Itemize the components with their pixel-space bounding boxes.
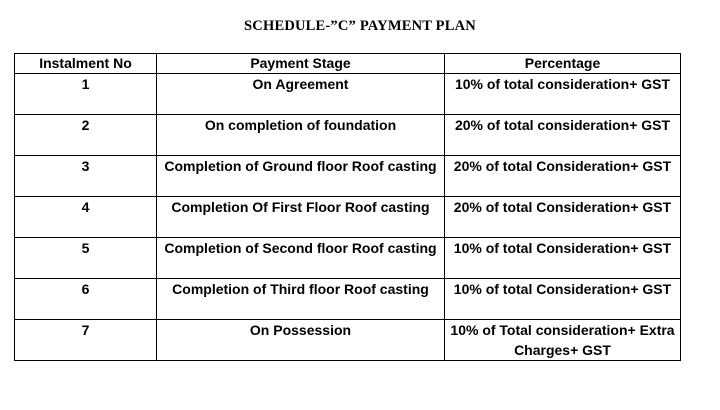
table-row: [15, 320, 681, 361]
header-percentage: Percentage: [445, 54, 681, 74]
table-row: [15, 115, 681, 156]
payment-stage-cell: Completion of Third floor Roof casting: [157, 279, 445, 320]
table-row: [15, 197, 681, 238]
payment-stage-cell: On Possession: [157, 320, 445, 361]
payment-stage-cell: On Agreement: [157, 74, 445, 115]
payment-stage-cell: Completion of Second floor Roof casting: [157, 238, 445, 279]
payment-stage-cell: Completion Of First Floor Roof casting: [157, 197, 445, 238]
payment-plan-table: [14, 53, 681, 361]
percentage-cell: 20% of total Consideration+ GST: [445, 197, 681, 238]
table-header-row: [15, 54, 681, 74]
percentage-cell: 10% of total consideration+ GST: [445, 74, 681, 115]
instalment-no-cell: 3: [15, 156, 157, 197]
payment-stage-cell: Completion of Ground floor Roof casting: [157, 156, 445, 197]
instalment-no-cell: 2: [15, 115, 157, 156]
document-title: SCHEDULE-”C” PAYMENT PLAN: [244, 18, 476, 34]
table-row: [15, 156, 681, 197]
table-row: [15, 279, 681, 320]
instalment-no-cell: 6: [15, 279, 157, 320]
instalment-no-cell: 1: [15, 74, 157, 115]
percentage-cell: 20% of total Consideration+ GST: [445, 156, 681, 197]
instalment-no-cell: 7: [15, 320, 157, 361]
instalment-no-cell: 4: [15, 197, 157, 238]
percentage-cell: 10% of total Consideration+ GST: [445, 279, 681, 320]
payment-stage-cell: On completion of foundation: [157, 115, 445, 156]
header-payment-stage: Payment Stage: [157, 54, 445, 74]
percentage-cell: 10% of Total consideration+ Extra Charges+ GST: [445, 320, 681, 361]
percentage-cell: 10% of total Consideration+ GST: [445, 238, 681, 279]
table-row: [15, 74, 681, 115]
table-row: [15, 238, 681, 279]
instalment-no-cell: 5: [15, 238, 157, 279]
percentage-cell: 20% of total consideration+ GST: [445, 115, 681, 156]
header-instalment-no: Instalment No: [15, 54, 157, 74]
